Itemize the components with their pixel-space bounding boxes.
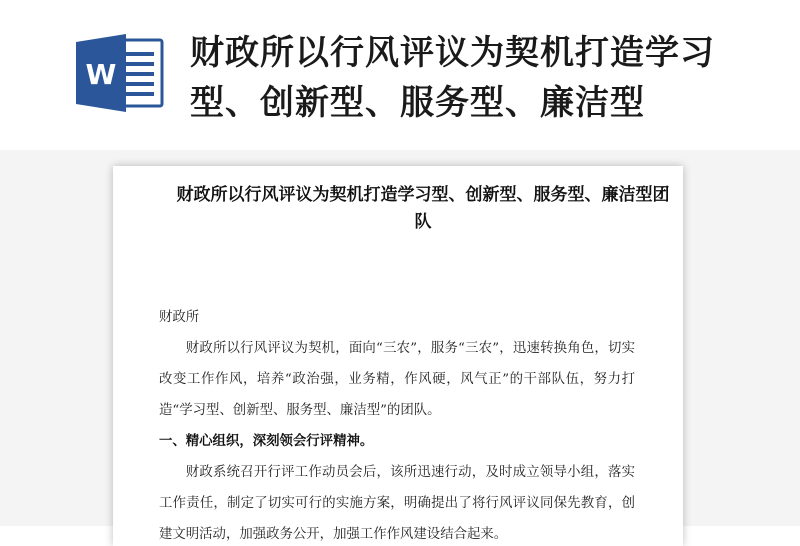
paragraph-2: 财政系统召开行评工作动员会后，该所迅速行动，及时成立领导小组，落实工作责任，制定了切实可行的实施方案，明确提出了将行风评议同保先教育，创建文明活动，加强政务公开，加强工作作风建设结合起来。 xyxy=(159,465,635,542)
document-page xyxy=(113,166,683,546)
header-banner xyxy=(0,0,800,150)
document-title: 财政所以行风评议为契机打造学习型、创新型、服务型、廉洁型团队 xyxy=(176,185,670,232)
paragraph-1: 财政所以行风评议为契机，面向“三农”，服务“三农”，迅速转换角色，切实改变工作作风，培养“政治强，业务精，作风硬，风气正”的干部队伍，努力打造“学习型、创新型、服务型、廉洁型”的团队。 xyxy=(159,341,635,418)
header-title: 财政所以行风评议为契机打造学习型、创新型、服务型、廉洁型 xyxy=(190,33,715,123)
word-document-icon xyxy=(76,32,166,114)
section-1-heading: 一、精心组织，深刻领会行评精神。 xyxy=(159,434,374,449)
document-author: 财政所 xyxy=(159,310,200,325)
document-body xyxy=(159,302,635,546)
word-icon-letter: W xyxy=(85,58,117,91)
